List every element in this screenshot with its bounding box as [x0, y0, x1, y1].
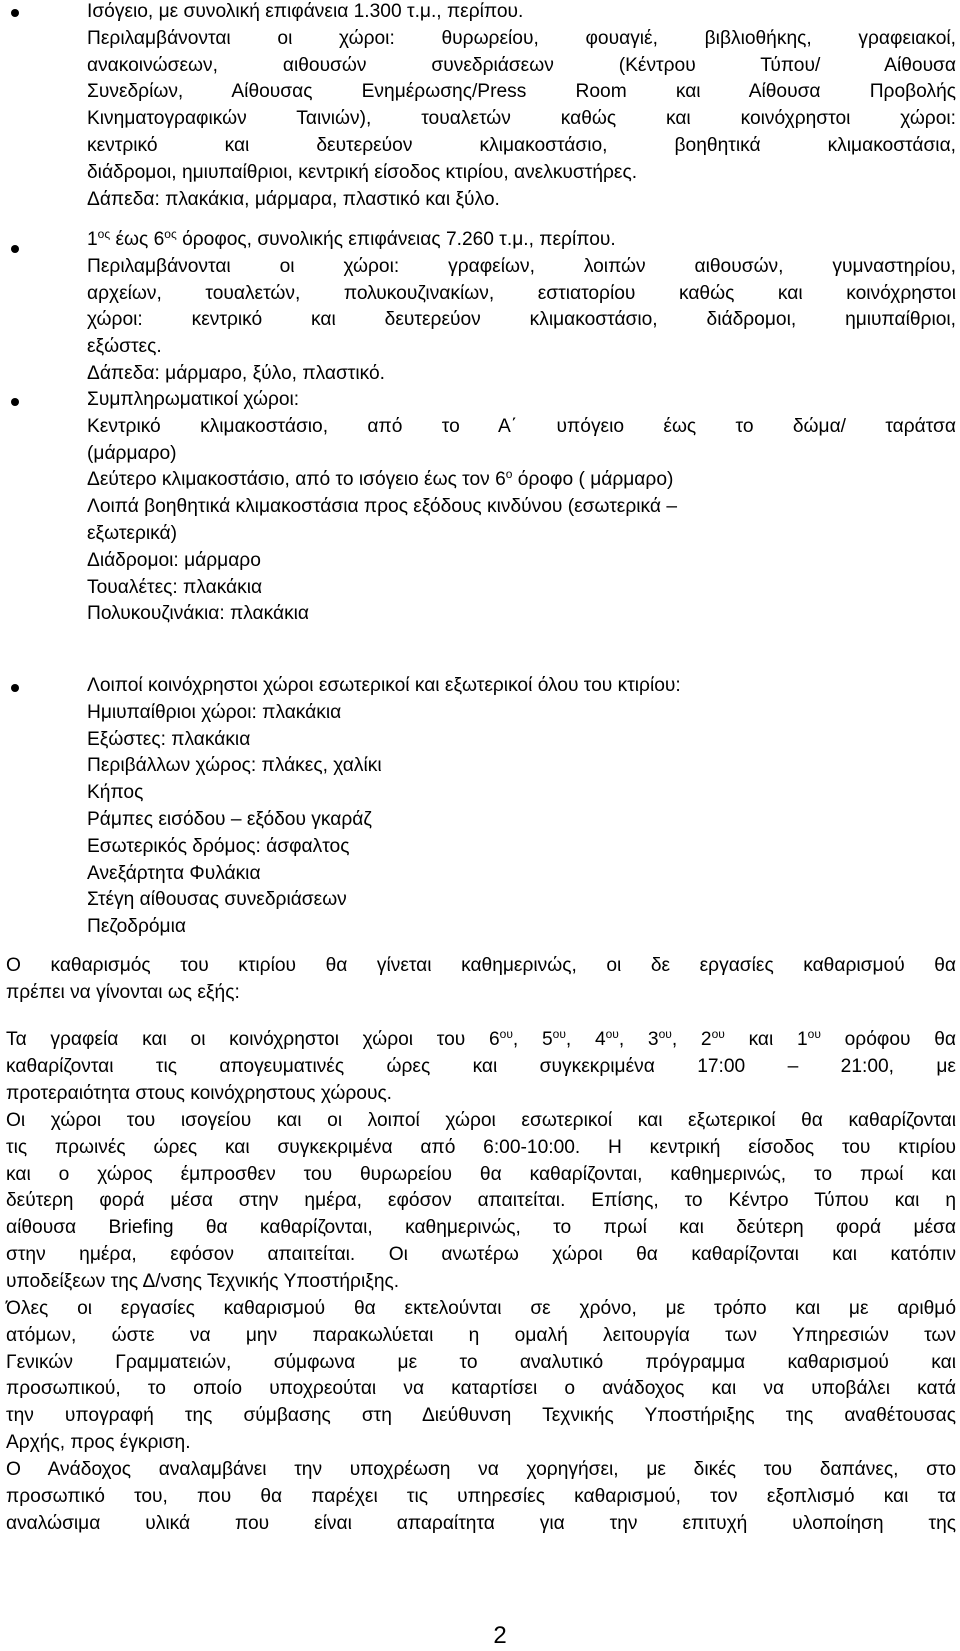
text-line: Εξώστες: πλακάκια [87, 728, 251, 750]
text-line: Συμπληρωματικοί χώροι: [87, 389, 300, 410]
text-line: Τουαλέτες: πλακάκια [87, 576, 263, 598]
page-number: 2 [493, 1622, 507, 1649]
ordinal-suffix: ος [97, 227, 111, 241]
paragraph-contractor-obligation [6, 1457, 956, 1537]
text-line: εξωτερικά) [87, 522, 178, 544]
paragraph-ground-schedule [6, 1108, 956, 1296]
text-line: στην ημέρα, εφόσον απαιτείται. Οι ανωτέρω χώροι θα καθαρίζονται και κατόπιν [6, 1243, 956, 1265]
bullet-dot [11, 398, 19, 406]
ordinal-suffix: ο [505, 467, 513, 482]
text-line: αίθουσα Briefing θα καθαρίζονται, καθημερινώς, το πρωί και δεύτερη φορά μέσα [6, 1217, 956, 1239]
ordinal-suffix: ου [499, 1027, 513, 1041]
text-line: προσωπικού, το οποίο υποχρεούται να καταρτίσει ο ανάδοχος και να υποβάλει κατά [6, 1378, 956, 1400]
text-line: Κινηματογραφικών Ταινιών), τουαλετών καθώς και κοινόχρηστοι χώροι: [87, 108, 956, 130]
text-line: Περιλαμβάνονται οι χώροι: θυρωρείου, φουαγιέ, βιβλιοθήκης, γραφειακοί, [87, 27, 956, 49]
text-line: Περιλαμβάνονται οι χώροι: γραφείων, λοιπών αιθουσών, γυμναστηρίου, [87, 255, 956, 277]
text-line: εξώστες. [87, 336, 162, 358]
text-line: Λοιπά βοηθητικά κλιμακοστάσια προς εξόδους κινδύνου (εσωτερικά – [87, 496, 677, 518]
text-line: Ο καθαρισμός του κτιρίου θα γίνεται καθημερινώς, οι δε εργασίες καθαρισμού θα [6, 955, 956, 976]
text-line: υποδείξεων της Δ/νσης Τεχνικής Υποστήριξης. [6, 1270, 400, 1292]
ordinal-suffix: ου [552, 1027, 566, 1041]
text-line: Εσωτερικός δρόμος: άσφαλτος [87, 835, 350, 857]
text-fragment: , 2 [671, 1029, 712, 1050]
bullet-dot [11, 9, 19, 17]
text-line: ανακοινώσεων, αιθουσών συνεδριάσεων (Κέντρου Τύπου/ Αίθουσα [87, 54, 956, 76]
text-line: Διάδρομοι: μάρμαρο [87, 549, 261, 571]
bullet-supplementary-text [87, 387, 956, 628]
bullet-common-areas-text [87, 673, 956, 941]
text-line: κεντρικό και δευτερεύον κλιμακοστάσιο, βοηθητικά κλιμακοστάσια, [87, 134, 956, 156]
text-line: Πολυκουζινάκια: πλακάκια [87, 603, 310, 625]
paragraph-work-execution [6, 1296, 956, 1457]
text-line: την υπογραφή της σύμβασης στη Διεύθυνση Τεχνικής Υποστήριξης της αναθέτουσας [6, 1405, 956, 1427]
text-line: αρχείων, τουαλετών, πολυκουζινακίων, εστιατορίου καθώς και κοινόχρηστοι [87, 282, 956, 304]
text-line: τις πρωινές ώρες και συγκεκριμένα από 6:00-10:00. Η κεντρική είσοδος του κτιρίου [6, 1136, 956, 1158]
text-fragment: έως 6 [110, 229, 165, 250]
text-line: και ο χώρος έμπροσθεν του θυρωρείου θα καθαρίζονται, καθημερινώς, το πρωί και [6, 1163, 956, 1185]
text-line: πρέπει να γίνονται ως εξής: [6, 981, 240, 1003]
bullet-dot [11, 245, 19, 253]
text-line [87, 467, 956, 494]
ordinal-suffix: ος [164, 227, 177, 241]
bullet-ground-floor-text [87, 0, 956, 213]
text-line: Αρχής, προς έγκριση. [6, 1431, 191, 1453]
text-fragment: , 5 [512, 1029, 553, 1050]
text-line: διάδρομοι, ημιυπαίθριοι, κεντρική είσοδος κτιρίου, ανελκυστήρες. [87, 161, 638, 183]
text-fragment: Τα γραφεία και οι κοινόχρηστοι χώροι του 6 [6, 1029, 500, 1050]
text-line: Στέγη αίθουσας συνεδριάσεων [87, 889, 347, 911]
text-line: χώροι: κεντρικό και δευτερεύον κλιμακοστάσιο, διάδρομοι, ημιυπαίθριοι, [87, 309, 956, 331]
text-fragment: όροφος, συνολικής επιφάνειας 7.260 τ.μ., περίπου. [176, 229, 616, 250]
ordinal-suffix: ου [605, 1027, 619, 1041]
text-line: αναλώσιμα υλικά που είναι απαραίτητα για την επιτυχή υλοποίηση της [6, 1512, 956, 1534]
paragraph-cleaning-intro [6, 953, 956, 1007]
text-fragment: Δεύτερο κλιμακοστάσιο, από το ισόγειο έως τον 6 [87, 469, 506, 491]
text-line: Γενικών Γραμματειών, σύμφωνα με το αναλυτικό πρόγραμμα καθαρισμού και [6, 1351, 956, 1373]
text-fragment: και 1 [724, 1029, 808, 1050]
bullet-dot [11, 684, 19, 692]
text-line: Κήπος [87, 782, 144, 804]
text-line: Ισόγειο, με συνολική επιφάνεια 1.300 τ.μ., περίπου. [87, 1, 524, 22]
text-line [87, 227, 956, 254]
text-fragment: όροφο ( μάρμαρο) [512, 469, 674, 491]
text-line: προσωπικό του, που θα παρέχει τις υπηρεσίες καθαρισμού, τον εξοπλισμό και τα [6, 1485, 956, 1507]
text-line: Οι χώροι του ισογείου και οι λοιποί χώροι εσωτερικοί και εξωτερικοί θα καθαρίζονται [6, 1110, 956, 1131]
paragraph-office-schedule [6, 1027, 956, 1107]
text-line: Όλες οι εργασίες καθαρισμού θα εκτελούνται σε χρόνο, με τρόπο και με αριθμό [6, 1298, 956, 1319]
ordinal-suffix: ου [807, 1027, 821, 1041]
text-line: Ανεξάρτητα Φυλάκια [87, 862, 261, 884]
bullet-upper-floors-text [87, 227, 956, 388]
text-line [6, 1027, 956, 1054]
text-line: Δάπεδα: πλακάκια, μάρμαρα, πλαστικό και ξύλο. [87, 188, 500, 210]
text-line: Δάπεδα: μάρμαρο, ξύλο, πλαστικό. [87, 362, 385, 384]
ordinal-suffix: ου [711, 1027, 725, 1041]
text-line: δεύτερη φορά μέσα στην ημέρα, εφόσον απαιτείται. Επίσης, το Κέντρο Τύπου και η [6, 1190, 956, 1212]
text-fragment: , 3 [618, 1029, 659, 1050]
text-line: Ημιυπαίθριοι χώροι: πλακάκια [87, 701, 342, 723]
text-line: Συνεδρίων, Αίθουσας Ενημέρωσης/Press Room και Αίθουσα Προβολής [87, 81, 956, 103]
text-line: (μάρμαρο) [87, 442, 177, 464]
text-line: Πεζοδρόμια [87, 916, 186, 938]
text-line: Κεντρικό κλιμακοστάσιο, από το Α΄ υπόγειο έως το δώμα/ ταράτσα [87, 415, 956, 437]
text-line: Περιβάλλων χώρος: πλάκες, χαλίκι [87, 755, 382, 777]
floor-start-number: 1 [87, 229, 98, 250]
text-line: Λοιποί κοινόχρηστοι χώροι εσωτερικοί και εξωτερικοί όλου του κτιρίου: [87, 675, 681, 696]
text-line: ατόμων, ώστε να μην παρακωλύεται η ομαλή λειτουργία των Υπηρεσιών των [6, 1324, 956, 1346]
text-fragment: ορόφου θα [820, 1029, 956, 1050]
text-line: Ο Ανάδοχος αναλαμβάνει την υποχρέωση να χορηγήσει, με δικές του δαπάνες, στο [6, 1459, 956, 1480]
text-line: προτεραιότητα στους κοινόχρηστους χώρους. [6, 1082, 393, 1104]
text-fragment: , 4 [565, 1029, 606, 1050]
text-line: καθαρίζονται τις απογευματινές ώρες και συγκεκριμένα 17:00 – 21:00, με [6, 1055, 956, 1077]
text-line: Ράμπες εισόδου – εξόδου γκαράζ [87, 808, 372, 830]
ordinal-suffix: ου [658, 1027, 672, 1041]
